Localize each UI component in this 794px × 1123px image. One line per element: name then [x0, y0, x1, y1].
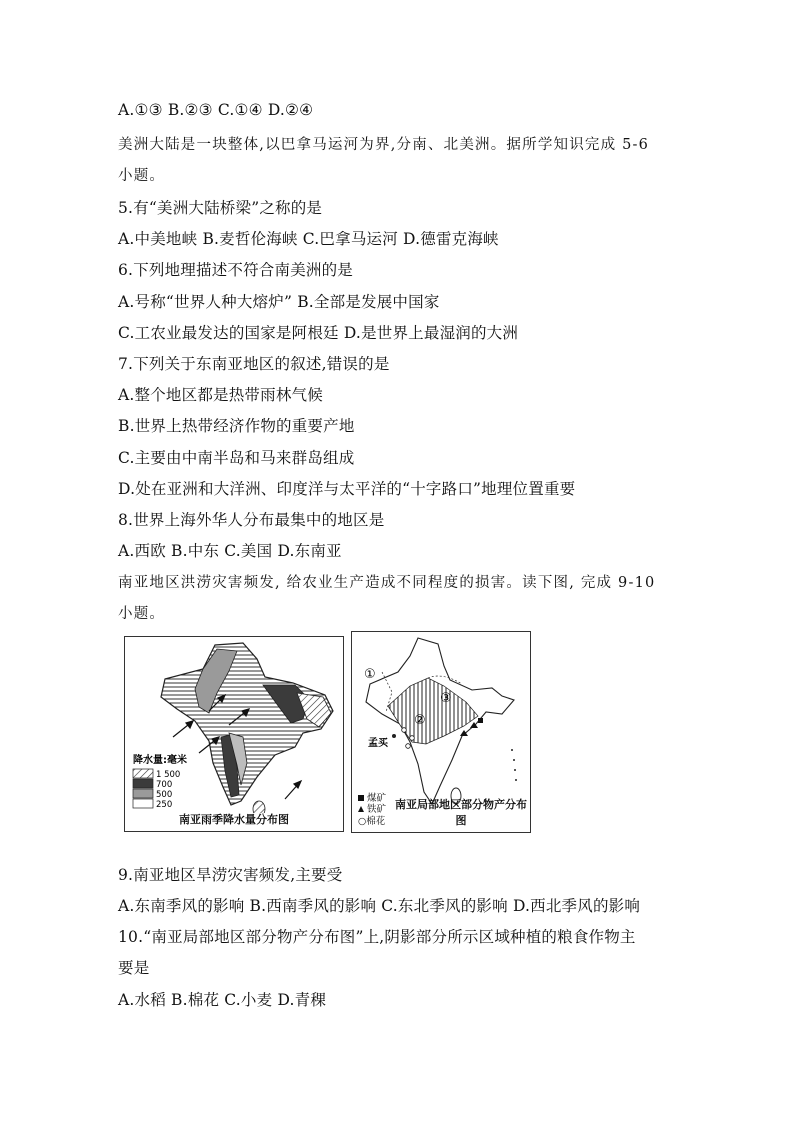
legend-iron-swatch	[358, 806, 364, 812]
legend-value-700: 700	[156, 780, 173, 790]
legend-value-250: 250	[156, 800, 173, 810]
question-9: 9.南亚地区旱涝灾害频发,主要受	[118, 866, 343, 884]
question-7-option-a: A.整个地区都是热带雨林气候	[118, 386, 323, 404]
question-7: 7.下列关于东南亚地区的叙述,错误的是	[118, 355, 390, 373]
passage-south-asia-cont: 小题。	[118, 606, 166, 622]
passage-text-cont: 小题。	[118, 168, 166, 184]
legend-iron-label: 铁矿	[367, 804, 387, 814]
question-10-cont: 要是	[118, 959, 150, 977]
legend-swatch-250	[133, 799, 153, 808]
cotton-symbol	[406, 744, 411, 749]
question-7-option-c: C.主要由中南半岛和马来群岛组成	[118, 449, 355, 467]
legend-title: 降水量:毫米	[133, 755, 187, 766]
legend-coal-swatch	[358, 795, 364, 801]
city-dot	[392, 734, 396, 738]
question-9-options: A.东南季风的影响 B.西南季风的影响 C.东北季风的影响 D.西北季风的影响	[118, 897, 641, 915]
question-6-options-cd: C.工农业最发达的国家是阿根廷 D.是世界上最湿润的大洲	[118, 324, 519, 342]
question-8: 8.世界上海外华人分布最集中的地区是	[118, 511, 385, 529]
cotton-symbol	[402, 728, 407, 733]
legend-value-500: 500	[156, 790, 173, 800]
region-label-1: ①	[364, 667, 376, 682]
cotton-icon: ○	[358, 816, 367, 827]
city-label-mumbai: 孟买	[368, 738, 388, 749]
question-5-options: A.中美地峡 B.麦哲伦海峡 C.巴拿马运河 D.德雷克海峡	[118, 230, 499, 248]
rainfall-map-caption: 南亚雨季降水量分布图	[179, 813, 289, 826]
question-5: 5.有“美洲大陆桥梁”之称的是	[118, 199, 323, 217]
islands	[511, 749, 517, 781]
rainfall-map	[125, 637, 343, 813]
passage-text: 美洲大陆是一块整体,以巴拿马运河为界,分南、北美洲。据所学知识完成 5-6	[118, 137, 650, 153]
products-map-figure	[351, 631, 531, 833]
question-8-options: A.西欧 B.中东 C.美国 D.东南亚	[118, 542, 342, 560]
region-label-2: ②	[414, 713, 426, 728]
question-7-option-b: B.世界上热带经济作物的重要产地	[118, 417, 355, 435]
cotton-symbol	[410, 736, 415, 741]
coal-symbol	[478, 718, 483, 723]
legend-cotton	[358, 813, 385, 827]
legend-value-1500: 1 500	[156, 770, 181, 780]
question-6-options-ab: A.号称“世界人种大熔炉” B.全部是发展中国家	[118, 293, 440, 311]
legend-cotton-label: 棉花	[366, 816, 386, 827]
legend-swatch-1500	[133, 769, 153, 778]
question-10: 10.“南亚局部地区部分物产分布图”上,阴影部分所示区域种植的粮食作物主	[118, 928, 636, 946]
products-map	[352, 632, 530, 814]
legend-swatch-500	[133, 789, 153, 798]
legend-swatch-700	[133, 779, 153, 788]
region-label-3: ③	[440, 691, 452, 706]
question-10-options: A.水稻 B.棉花 C.小麦 D.青稞	[118, 991, 327, 1009]
rainfall-map-figure	[124, 636, 344, 832]
options-line: A.①③ B.②③ C.①④ D.②④	[118, 101, 314, 119]
legend-coal-label: 煤矿	[367, 793, 387, 804]
question-6: 6.下列地理描述不符合南美洲的是	[118, 261, 353, 279]
products-map-caption: 南亚局部地区部分物产分布图	[395, 798, 527, 827]
passage-south-asia: 南亚地区洪涝灾害频发, 给农业生产造成不同程度的损害。读下图, 完成 9-10	[118, 575, 656, 591]
question-7-option-d: D.处在亚洲和大洋洲、印度洋与太平洋的“十字路口”地理位置重要	[118, 480, 576, 498]
